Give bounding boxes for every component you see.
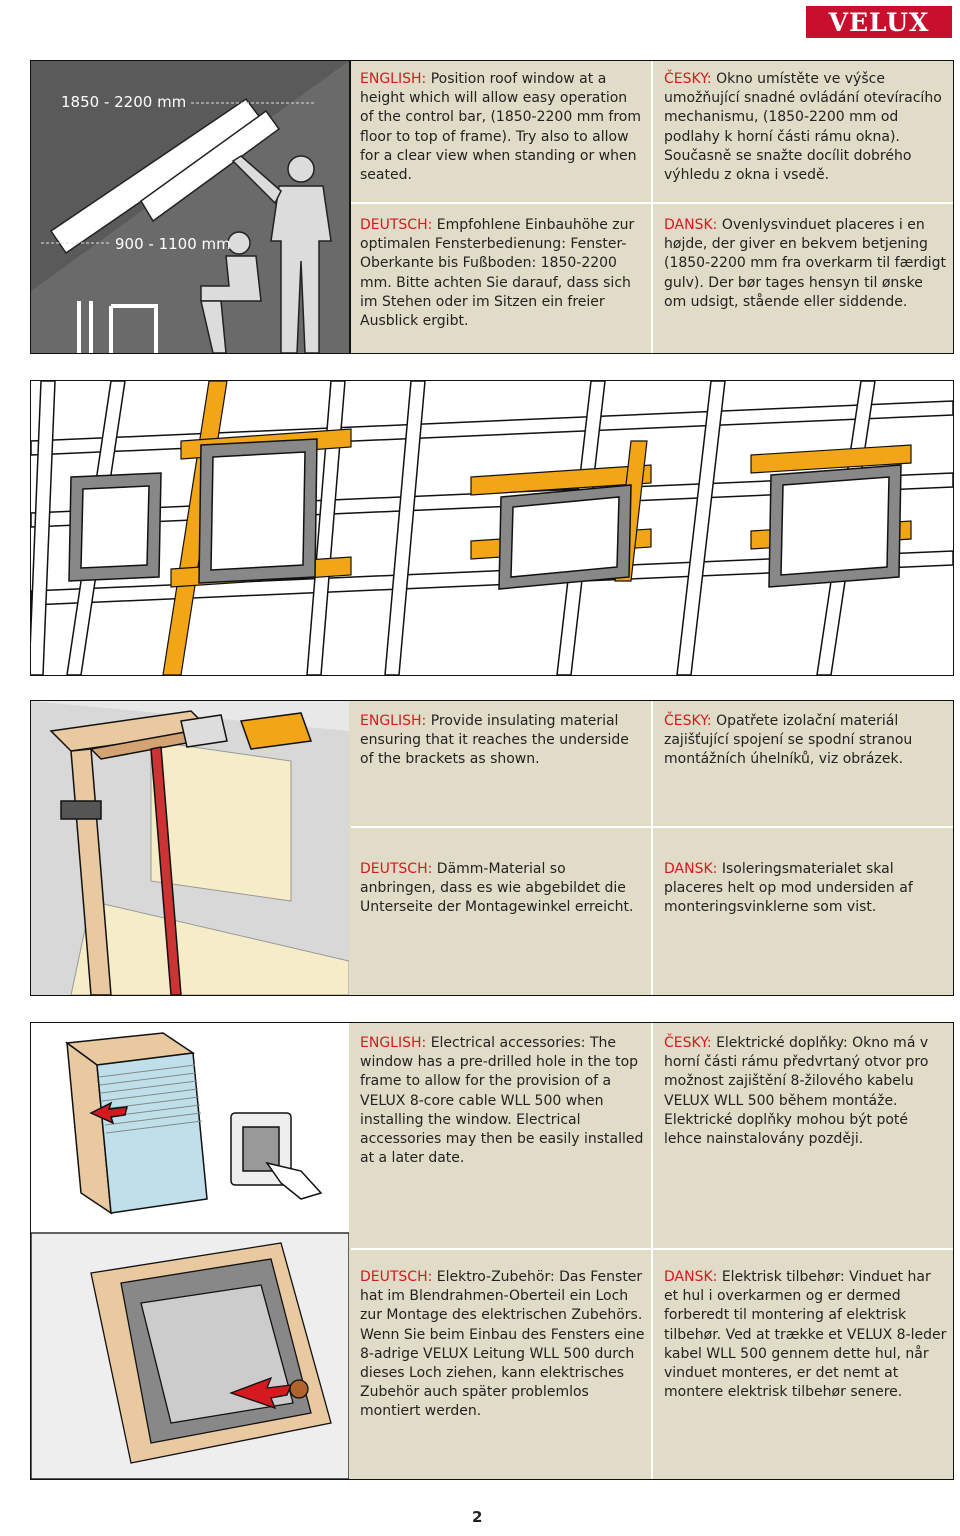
s3-dansk: DANSK: Isoleringsmaterialet skal placeres helt op mod undersiden af monteringsvinklerne som vist. [664,861,913,916]
s4-english: ENGLISH: Electrical accessories: The window has a pre-drilled hole in the top frame to allow for the provision of a VELUX 8-core cable WLL 500 when installing the window. Electrical accessories may then be easily installed at a later date. [360,1035,644,1167]
s4-cesky: ČESKY: Elektrické doplňky: Okno má v horní části rámu předvrtaný otvor pro možnost zajištění 8-žilového kabelu VELUX WLL 500 během montáže. Elektrické doplňky mohou být poté lehce nainstalovány později. [664,1035,929,1148]
s4-deutsch: DEUTSCH: Elektro-Zubehör: Das Fenster hat im Blendrahmen-Oberteil ein Loch zur Montage des elektrischen Zubehörs. Wenn Sie beim Einbau des Fensters eine 8-adrige VELUX Leitung WLL 500 durch dieses Loch ziehen, kann elektrisches Zubehör auch später problemlos montiert werden. [360,1269,645,1420]
divider [351,202,953,204]
rafter-trimming-illustration [30,380,954,676]
insulation-illustration [31,701,349,995]
s3-deutsch: DEUTSCH: Dämm-Material so anbringen, dass es wie abgebildet die Unterseite der Montagewinkel erreicht. [360,861,634,916]
divider [651,701,653,995]
height-illustration [31,61,349,353]
divider [651,61,653,353]
page-number: 2 [472,1508,483,1526]
divider [351,1248,953,1250]
divider [349,61,351,353]
velux-logo: VELUX [806,6,952,38]
electrical-illustration [31,1023,349,1479]
s3-english: ENGLISH: Provide insulating material ensuring that it reaches the underside of the brackets as shown. [360,713,629,768]
divider [351,826,953,828]
s3-cesky: ČESKY: Opatřete izolační materiál zajišťující spojení se spodní stranou montážních úhelníků, viz obrázek. [664,713,913,768]
s1-cesky: ČESKY: Okno umístěte ve výšce umožňující snadné ovládání otevíracího mechanismu, (1850-2200 mm od podlahy k horní části rámu okna). Současně se snažte docílit dobrého výhledu z okna i vsedě. [664,71,942,184]
dim-label-top: 1850 - 2200 mm [61,93,187,111]
s1-english: ENGLISH: Position roof window at a height which will allow easy operation of the control bar, (1850-2200 mm from floor to top of frame). Try also to allow for a clear view when standing or when seated. [360,71,641,184]
s1-deutsch: DEUTSCH: Empfohlene Einbauhöhe zur optimalen Fensterbedienung: Fenster-Oberkante bis Fußboden: 1850-2200 mm. Bitte achten Sie darauf, dass sich im Stehen oder im Sitzen ein freier Ausblick ergibt. [360,217,635,330]
s1-dansk: DANSK: Ovenlysvinduet placeres i en højde, der giver en bekvem betjening (1850-2200 mm fra overkarm til færdigt gulv). Der bør tages hensyn til ønske om udsigt, stående eller siddende. [664,217,946,310]
s4-dansk: DANSK: Elektrisk tilbehør: Vinduet har et hul i overkarmen og er dermed forberedt til montering af elektrisk tilbehør. Ved at trække et VELUX 8-leder kabel WLL 500 gennem dette hul, når vinduet monteres, er det nemt at montere elektrisk tilbehør senere. [664,1269,947,1401]
divider [651,1023,653,1479]
dim-label-bottom: 900 - 1100 mm [115,235,231,253]
